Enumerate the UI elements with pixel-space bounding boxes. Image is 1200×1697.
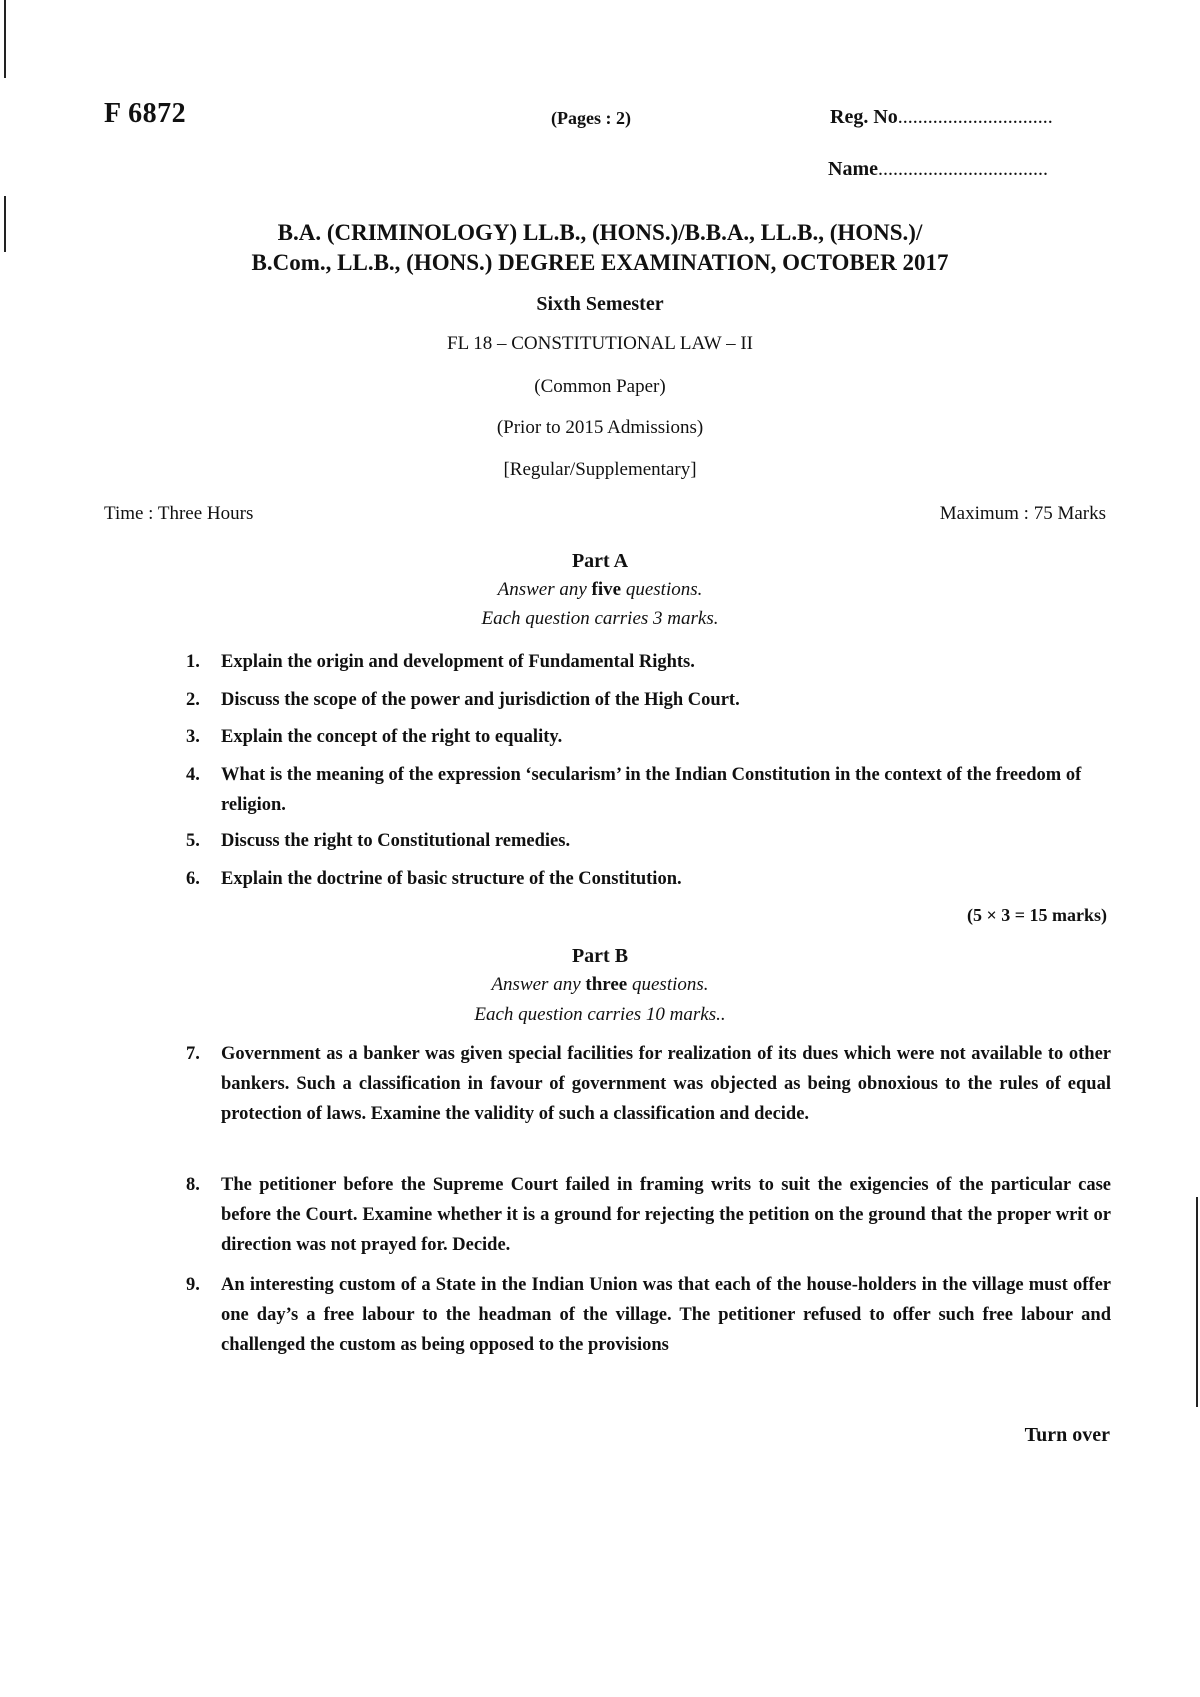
reg-no-dots: ...............................	[897, 106, 1053, 128]
question-number: 8.	[186, 1175, 200, 1195]
name-label: Name	[828, 158, 878, 180]
question-2	[186, 685, 1111, 715]
question-1	[186, 647, 1111, 677]
maximum-marks: Maximum : 75 Marks	[939, 503, 1106, 524]
turn-over: Turn over	[1024, 1424, 1110, 1446]
question-text: What is the meaning of the expression ‘secularism’ in the Indian Constitution in the context of the freedom of religion.	[221, 765, 1082, 815]
part-a-instruction-2: Each question carries 3 marks.	[481, 608, 719, 629]
question-number: 6.	[186, 869, 200, 889]
semester: Sixth Semester	[536, 293, 664, 315]
name-dots: ..................................	[877, 158, 1048, 180]
question-8	[186, 1170, 1111, 1265]
page-count: (Pages : 2)	[551, 108, 631, 128]
question-6	[186, 864, 1111, 894]
common-paper: (Common Paper)	[534, 376, 666, 397]
part-b-instr-count: three	[585, 974, 628, 995]
part-a-instr-count: five	[591, 579, 622, 600]
question-number: 9.	[186, 1275, 200, 1295]
question-text: Explain the concept of the right to equality.	[221, 727, 563, 747]
question-7	[186, 1039, 1111, 1164]
question-text: Explain the origin and development of Fundamental Rights.	[221, 652, 695, 672]
question-number: 5.	[186, 831, 200, 851]
part-a-marks: (5 × 3 = 15 marks)	[966, 905, 1107, 925]
exam-title-line-2: B.Com., LL.B., (HONS.) DEGREE EXAMINATION, OCTOBER 2017	[251, 250, 949, 275]
part-b-instr-pre: Answer any	[491, 974, 581, 995]
part-b-instr-post: questions.	[632, 974, 709, 995]
exam-title-line-1: B.A. (CRIMINOLOGY) LL.B., (HONS.)/B.B.A., LL.B., (HONS.)/	[277, 220, 923, 245]
part-b-instruction-2: Each question carries 10 marks..	[474, 1004, 726, 1025]
regular-supplementary: [Regular/Supplementary]	[503, 459, 697, 480]
prior-admissions: (Prior to 2015 Admissions)	[496, 417, 704, 438]
question-number: 7.	[186, 1044, 200, 1064]
question-3	[186, 722, 1111, 752]
subject: FL 18 – CONSTITUTIONAL LAW – II	[447, 333, 753, 354]
question-number: 1.	[186, 652, 200, 672]
question-text: Discuss the right to Constitutional remedies.	[221, 831, 571, 851]
question-text: Government as a banker was given special facilities for realization of its dues which were not available to other bankers. Such a classification in favour of government was objected as being obnoxious to the rules of equal protection of laws. Examine the validity of such a classification and decide.	[221, 1044, 1111, 1124]
question-number: 2.	[186, 690, 200, 710]
part-a-instruction-1	[0, 579, 1200, 601]
question-4	[186, 760, 1111, 820]
question-text: The petitioner before the Supreme Court failed in framing writs to suit the exigencies of the particular case before the Court. Examine whether it is a ground for rejecting the petition on the ground that the proper writ or direction was not prayed for. Decide.	[221, 1175, 1111, 1255]
time-allowed: Time : Three Hours	[104, 503, 254, 524]
question-5	[186, 826, 1111, 856]
reg-no-label: Reg. No	[830, 106, 898, 128]
part-b-heading: Part B	[571, 945, 629, 967]
question-text: Explain the doctrine of basic structure of the Constitution.	[221, 869, 682, 889]
reg-no-field	[830, 106, 1053, 129]
question-9	[186, 1270, 1111, 1365]
part-b-instruction-1	[0, 974, 1200, 996]
question-number: 3.	[186, 727, 200, 747]
question-number: 4.	[186, 765, 200, 785]
scan-edge-mark	[1196, 1197, 1198, 1407]
question-text: Discuss the scope of the power and jurisdiction of the High Court.	[221, 690, 740, 710]
paper-code: F 6872	[104, 98, 187, 129]
scan-edge-mark	[4, 0, 6, 78]
part-a-heading: Part A	[571, 550, 629, 572]
part-a-instr-pre: Answer any	[497, 579, 587, 600]
part-a-instr-post: questions.	[625, 579, 703, 600]
question-text: An interesting custom of a State in the Indian Union was that each of the house-holders in the village must offer one day’s a free labour to the headman of the village. The petitioner refused to offer such free labour and challenged the custom as being opposed to the provisions	[221, 1275, 1111, 1355]
name-field	[828, 158, 1048, 181]
